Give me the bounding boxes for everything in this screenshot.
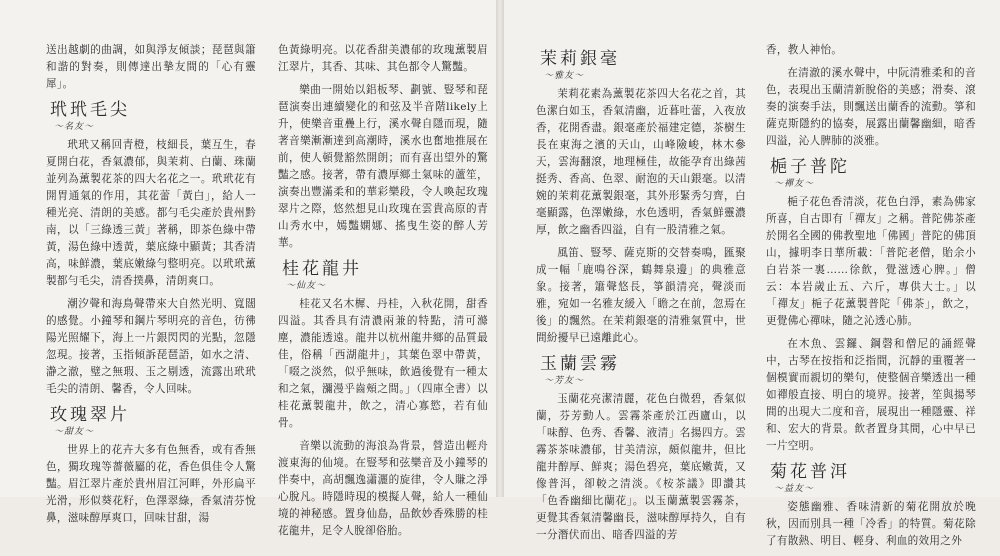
section-subtitle: ～益友～ [774,484,815,494]
section-title-jasmine-yinhao: 茉莉銀毫 [540,49,620,69]
paragraph: 玉蘭花亮潔清麗，花色白微碧，香氣似蘭，芬芳動人。雲霧茶產於江西廬山，以「味醇、色秀、香馨、液清」名揚四方。雲霧茶茶味濃郁，甘美清涼，頗似龍井，但比龍井醇厚、鮮爽；湯色碧亮，葉底嫩黃，又像普洱，卻較之清淡。《桉茶議》即讚其「色香幽細比蘭花」。以玉蘭薰製雲霧茶，更覺其香氣清馨幽長，滋味醇厚持久，自有一分潛伏而出、暗香四溢的芳 [536,393,746,541]
paragraph: 風笛、豎琴、薩克斯的交替奏鳴，匯聚成一幅「鹿鳴谷深，鶴舞泉邊」的典雅意象。接著，簫聲悠長，箏韻清亮，聲淡而雅，宛如一名雅友緩入「瞻之在前，忽焉在後」的飄然。在茉莉銀毫的清雅氣質中，世間紛擾早已遠離此心。 [536,247,746,344]
section-title-osmanthus-longjing: 桂花龍井 [282,259,362,279]
paragraph: 潮汐聲和海鳥聲帶來大自然光明、寬闊的感覺。小鐘琴和鋼片琴明亮的音色，彷彿陽光照耀下，海上一片銀閃閃的光點，忽隱忽現。接著，玉指傾訴琵琶語，如水之清、瀞之澈，璧之無瑕、玉之剔透，流露出玳玳毛尖的清朗、馨香，令人回味。 [46,298,256,395]
page-fold [496,0,504,497]
paragraph: 姿態幽雅、香味清新的菊花開放於晚秋，因而別具一種「冷香」的特質。菊花除了有散熱、明目、輕身、利血的效用之外 [766,501,976,547]
section-title-gardenia-putuo: 梔子普陀 [770,157,850,177]
right-column-1 [536,42,746,550]
section-subtitle: ～名友～ [54,122,95,132]
section-title-daidai-maojian: 玳玳毛尖 [50,100,130,120]
section-subtitle: ～禪友～ [774,179,815,189]
intro-tail: 送出越劇的曲調，如與淨友傾談；琵琶與簫和諧的對奏，則傳達出摯友間的「心有靈犀」。 [46,44,256,90]
paragraph: 世界上的花卉大多有色無香，或有香無色，獨玫瑰等薔薇屬的花，香色俱佳令人驚豔。眉江翠片產於貴州眉江河畔，外形扁平光滑，形似葵花籽，色澤翠綠，香氣清芬悅鼻，滋味醇厚爽口，回味甘甜，湯 [46,444,256,524]
right-column-2 [766,42,976,556]
paragraph: 梔子花色香清淡，花色白淨，素為佛家所喜，自古即有「禪友」之稱。普陀佛茶產於開名全國的佛教聖地「佛國」普陀的佛頂山，據明李日華所載：「普陀老僧，貽余小白岩茶一裏……徐飲，覺滋透心脾。」僧云：本岩歲止五、六斤，專供大士。」以「禪友」梔子花薰製普陀「佛茶」，飲之，更覺佛心禪味，隨之沁透心肺。 [766,196,976,327]
section-subtitle: ～芳友～ [544,376,585,386]
section-subtitle: ～甜友～ [54,427,95,437]
left-column-2 [278,42,488,546]
section-subtitle: ～仙友～ [286,281,327,291]
section-title-magnolia-yunwu: 玉蘭雲霧 [540,354,620,374]
paragraph: 茉莉花素為薰製花茶四大名花之首，其色潔白如玉，香氣清幽，近暮吐蕾，入夜放香，花開香盡。銀毫產於福建定德，茶樹生長在東海之濱的天山，山峰險峻，林木參天，雲海翻滾，地理極佳，故能孕育出綠茜挺秀、香高、色翠、耐泡的天山銀毫。以清婉的茉莉花薰製銀毫，其外形緊秀匀齊，白毫顯露，色澤嫩綠，水色透明，香氣鮮靈濃厚，飲之幽香四溢，自有一股清雅之氣。 [536,88,746,236]
paragraph: 香，教人神怡。 [766,44,843,56]
left-column-1 [46,42,256,533]
section-title-rose-cuipian: 玫瑰翠片 [50,405,130,425]
paragraph: 樂曲一開始以鋁板琴、劃號、豎琴和琵琶演奏出連續變化的和弦及半音階likely上升，使樂音重疊上行，溪水聲自隱而現，隨著音樂漸漸達到高潮時，溪水也奮地推展在前，使人頓覺豁然開朗；而有喜出望外的驚豔之感。接著，帶有濃厚鄉土氣味的蘆笙，演奏出豐滿柔和的華彩樂段，令人喚起玫瑰翠片之際，悠然想見山玫瑰在雲貴高原的青山秀水中，嫣豔嫻娜、搖曳生姿的醉人芳華。 [278,84,488,249]
paragraph: 色黃綠明亮。以花香甜美濃郁的玫瑰薰製眉江翠片，其香、其味、其色都令人驚豔。 [278,44,488,73]
paragraph: 在清澈的溪水聲中，中阮清雅柔和的音色，表現出玉蘭清新脫俗的美感；滑奏、滾奏的演奏手法，則飄送出蘭香的流動。箏和薩克斯隱約的協奏，展露出蘭馨幽細，暗香四溢，沁人脾肺的淡雅。 [766,67,976,147]
paragraph: 在木魚、雲鑼、鋼磬和僧尼的誦經聲中，古琴在按指和泛指間，沉靜的重覆著一個模實而親切的樂句，使整個音樂透出一種如禪般直接、明白的境界。接著，笙與揚琴間的出現大二度和音，展現出一種隱靈、祥和、宏大的背景。飲者置身其間，心中早已一片空明。 [766,338,976,452]
paragraph: 音樂以流動的海浪為背景，營造出輕舟渡東海的仙境。在豎琴和弦樂音及小鐘琴的伴奏中，高胡飄逸瀟灑的旋律，令人賺之淨心脫凡。時隱時現的模擬人聲，給人一種仙境的神秘感。置身仙島，品飲妙香殊勝的桂花龍井，足令人脫卻俗胎。 [278,440,488,537]
section-subtitle: ～雅友～ [544,71,585,81]
paragraph: 玳玳又稱回青橙，枝細長，葉互生，春夏開白花，香氣濃郁，與茉莉、白蘭、珠蘭並列為薰製花茶的四大名花之一。玳玳花有開胃通氣的作用，其花蕾「黃白」，給人一種光亮、清朗的美感。都勻毛尖產於貴州黔南，以「三綠透三黃」著稱，即茶色綠中帶黃，湯色綠中透黃，葉底綠中顯黃；其香清高，味鮮濃，葉底嫩綠勻整明亮。以玳玳薰製都勻毛尖，清香撲鼻，清朗爽口。 [46,139,256,287]
section-title-chrysanthemum-puer: 菊花普洱 [770,462,850,482]
paragraph: 桂花又名木樨、丹桂，入秋花開，甜香四溢。其香具有清濃兩兼的特點，清可滌塵，濃能透遠。龍井以杭州龍井鄉的品質最佳，俗稱「西湖龍井」，其葉色翠中帶黃，「啜之淡然，似乎無味，飲過後覺有一種太和之氣，瀰漫乎齒頰之間。」（四庫全書）以桂花薰製龍井，飲之，清心寡慾，若有仙骨。 [278,298,488,429]
